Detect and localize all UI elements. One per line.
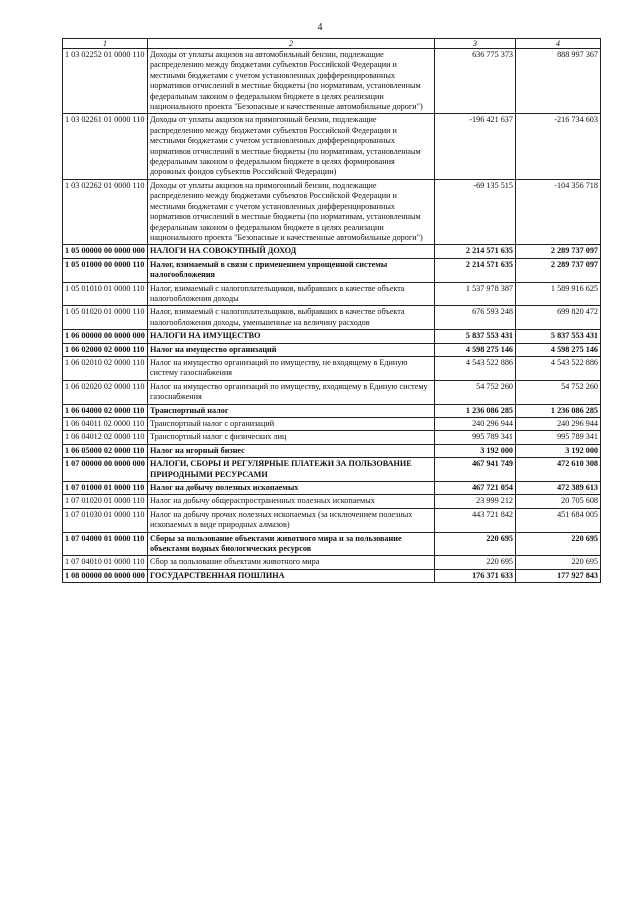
table-row: [63, 330, 601, 343]
code-cell: 1 05 01010 01 0000 110: [63, 282, 148, 306]
code-cell: 1 06 00000 00 0000 000: [63, 330, 148, 343]
amount-year1-cell: 23 999 212: [435, 495, 516, 508]
code-cell: 1 07 01030 01 0000 110: [63, 508, 148, 532]
amount-year2-cell: 888 997 367: [516, 49, 601, 114]
table-row: [63, 418, 601, 431]
code-cell: 1 06 02000 02 0000 110: [63, 343, 148, 356]
budget-table: [62, 38, 601, 583]
amount-year2-cell: 472 389 613: [516, 482, 601, 495]
table-row: [63, 495, 601, 508]
amount-year1-cell: 995 789 341: [435, 431, 516, 444]
name-cell: ГОСУДАРСТВЕННАЯ ПОШЛИНА: [148, 569, 435, 582]
amount-year1-cell: 5 837 553 431: [435, 330, 516, 343]
table-row: [63, 258, 601, 282]
amount-year1-cell: 220 695: [435, 556, 516, 569]
name-cell: НАЛОГИ НА СОВОКУПНЫЙ ДОХОД: [148, 245, 435, 258]
name-cell: Налог на имущество организаций по имуществу, входящему в Единую систему газоснабжения: [148, 380, 435, 404]
name-cell: Транспортный налог: [148, 404, 435, 417]
amount-year2-cell: 1 589 916 625: [516, 282, 601, 306]
amount-year2-cell: 20 705 608: [516, 495, 601, 508]
code-cell: 1 07 01020 01 0000 110: [63, 495, 148, 508]
amount-year1-cell: 467 721 054: [435, 482, 516, 495]
amount-year1-cell: 2 214 571 635: [435, 245, 516, 258]
amount-year1-cell: 1 236 086 285: [435, 404, 516, 417]
amount-year1-cell: 54 752 260: [435, 380, 516, 404]
table-row: [63, 306, 601, 330]
name-cell: Налог на имущество организаций по имуществу, не входящему в Единую систему газоснабжения: [148, 356, 435, 380]
amount-year2-cell: 3 192 000: [516, 444, 601, 457]
table-row: [63, 444, 601, 457]
table-row: [63, 556, 601, 569]
header-col-4: 4: [516, 39, 601, 49]
table-row: [63, 569, 601, 582]
code-cell: 1 06 02010 02 0000 110: [63, 356, 148, 380]
code-cell: 1 07 01000 01 0000 110: [63, 482, 148, 495]
amount-year1-cell: 443 721 842: [435, 508, 516, 532]
amount-year2-cell: 699 820 472: [516, 306, 601, 330]
amount-year1-cell: -196 421 637: [435, 114, 516, 179]
code-cell: 1 08 00000 00 0000 000: [63, 569, 148, 582]
code-cell: 1 06 05000 02 0000 110: [63, 444, 148, 457]
amount-year1-cell: 1 537 978 387: [435, 282, 516, 306]
name-cell: Налог, взимаемый с налогоплательщиков, выбравших в качестве объекта налогообложения доходы: [148, 282, 435, 306]
name-cell: Налог на игорный бизнес: [148, 444, 435, 457]
code-cell: 1 06 04011 02 0000 110: [63, 418, 148, 431]
code-cell: 1 03 02252 01 0000 110: [63, 49, 148, 114]
table-row: [63, 356, 601, 380]
name-cell: НАЛОГИ НА ИМУЩЕСТВО: [148, 330, 435, 343]
header-col-3: 3: [435, 39, 516, 49]
code-cell: 1 06 04012 02 0000 110: [63, 431, 148, 444]
amount-year2-cell: 4 543 522 886: [516, 356, 601, 380]
code-cell: 1 07 04010 01 0000 110: [63, 556, 148, 569]
amount-year2-cell: 995 789 341: [516, 431, 601, 444]
table-row: [63, 458, 601, 482]
name-cell: Доходы от уплаты акцизов на прямогонный бензин, подлежащие распределению между бюджетами субъектов Российской Федерации и местными бюджетами с учетом установленных дифференцированных нормативов отчислений в местные бюджеты (по нормативам, установленным федеральным законом о федеральном бюджете в целях реализации национального проекта "Безопасные и качественные автомобильные дороги"): [148, 179, 435, 244]
table-row: [63, 343, 601, 356]
header-col-1: 1: [63, 39, 148, 49]
amount-year1-cell: 467 941 749: [435, 458, 516, 482]
name-cell: Налог на имущество организаций: [148, 343, 435, 356]
table-row: [63, 114, 601, 179]
header-col-2: 2: [148, 39, 435, 49]
name-cell: Налог на добычу полезных ископаемых: [148, 482, 435, 495]
page-number: 4: [317, 22, 323, 33]
code-cell: 1 05 01020 01 0000 110: [63, 306, 148, 330]
amount-year2-cell: 472 610 308: [516, 458, 601, 482]
code-cell: 1 03 02262 01 0000 110: [63, 179, 148, 244]
table-header-row: [63, 39, 601, 49]
amount-year1-cell: 636 775 373: [435, 49, 516, 114]
name-cell: Налог, взимаемый с налогоплательщиков, выбравших в качестве объекта налогообложения доходы, уменьшенные на величину расходов: [148, 306, 435, 330]
amount-year1-cell: 4 543 522 886: [435, 356, 516, 380]
amount-year2-cell: 177 927 843: [516, 569, 601, 582]
amount-year2-cell: 5 837 553 431: [516, 330, 601, 343]
name-cell: Доходы от уплаты акцизов на прямогонный бензин, подлежащие распределению между бюджетами субъектов Российской Федерации и местными бюджетами с учетом установленных дифференцированных нормативов отчислений в местные бюджеты (по нормативам, установленным федеральным законом о федеральном бюджете в целях формирования дорожных фондов субъектов Российской Федерации): [148, 114, 435, 179]
amount-year1-cell: 240 296 944: [435, 418, 516, 431]
amount-year2-cell: 2 289 737 097: [516, 258, 601, 282]
table-row: [63, 282, 601, 306]
name-cell: Транспортный налог с организаций: [148, 418, 435, 431]
table-row: [63, 380, 601, 404]
name-cell: Сборы за пользование объектами животного мира и за пользование объектами водных биологических ресурсов: [148, 532, 435, 556]
table-row: [63, 508, 601, 532]
amount-year1-cell: 676 593 248: [435, 306, 516, 330]
code-cell: 1 07 00000 00 0000 000: [63, 458, 148, 482]
amount-year2-cell: 451 684 005: [516, 508, 601, 532]
amount-year2-cell: -104 356 718: [516, 179, 601, 244]
amount-year2-cell: 220 695: [516, 532, 601, 556]
amount-year2-cell: -216 734 603: [516, 114, 601, 179]
name-cell: Транспортный налог с физических лиц: [148, 431, 435, 444]
code-cell: 1 06 02020 02 0000 110: [63, 380, 148, 404]
code-cell: 1 03 02261 01 0000 110: [63, 114, 148, 179]
name-cell: НАЛОГИ, СБОРЫ И РЕГУЛЯРНЫЕ ПЛАТЕЖИ ЗА ПОЛЬЗОВАНИЕ ПРИРОДНЫМИ РЕСУРСАМИ: [148, 458, 435, 482]
amount-year1-cell: 220 695: [435, 532, 516, 556]
table-row: [63, 404, 601, 417]
amount-year2-cell: 1 236 086 285: [516, 404, 601, 417]
name-cell: Налог на добычу прочих полезных ископаемых (за исключением полезных ископаемых в виде природных алмазов): [148, 508, 435, 532]
table-row: [63, 245, 601, 258]
table-row: [63, 482, 601, 495]
amount-year2-cell: 4 598 275 146: [516, 343, 601, 356]
name-cell: Сбор за пользование объектами животного мира: [148, 556, 435, 569]
amount-year2-cell: 240 296 944: [516, 418, 601, 431]
amount-year1-cell: 176 371 633: [435, 569, 516, 582]
code-cell: 1 06 04000 02 0000 110: [63, 404, 148, 417]
amount-year1-cell: 4 598 275 146: [435, 343, 516, 356]
amount-year1-cell: 3 192 000: [435, 444, 516, 457]
name-cell: Налог на добычу общераспространенных полезных ископаемых: [148, 495, 435, 508]
code-cell: 1 05 00000 00 0000 000: [63, 245, 148, 258]
amount-year2-cell: 220 695: [516, 556, 601, 569]
code-cell: 1 05 01000 00 0000 110: [63, 258, 148, 282]
table-row: [63, 49, 601, 114]
name-cell: Доходы от уплаты акцизов на автомобильный бензин, подлежащие распределению между бюджетами субъектов Российской Федерации и местными бюджетами с учетом установленных дифференцированных нормативов отчислений в местные бюджеты (по нормативам, установленным федеральным законом о федеральном бюджете в целях реализации национального проекта "Безопасные и качественные автомобильные дороги"): [148, 49, 435, 114]
name-cell: Налог, взимаемый в связи с применением упрощенной системы налогообложения: [148, 258, 435, 282]
code-cell: 1 07 04000 01 0000 110: [63, 532, 148, 556]
amount-year2-cell: 2 289 737 097: [516, 245, 601, 258]
table-row: [63, 431, 601, 444]
amount-year1-cell: 2 214 571 635: [435, 258, 516, 282]
amount-year1-cell: -69 135 515: [435, 179, 516, 244]
amount-year2-cell: 54 752 260: [516, 380, 601, 404]
table-row: [63, 179, 601, 244]
table-row: [63, 532, 601, 556]
